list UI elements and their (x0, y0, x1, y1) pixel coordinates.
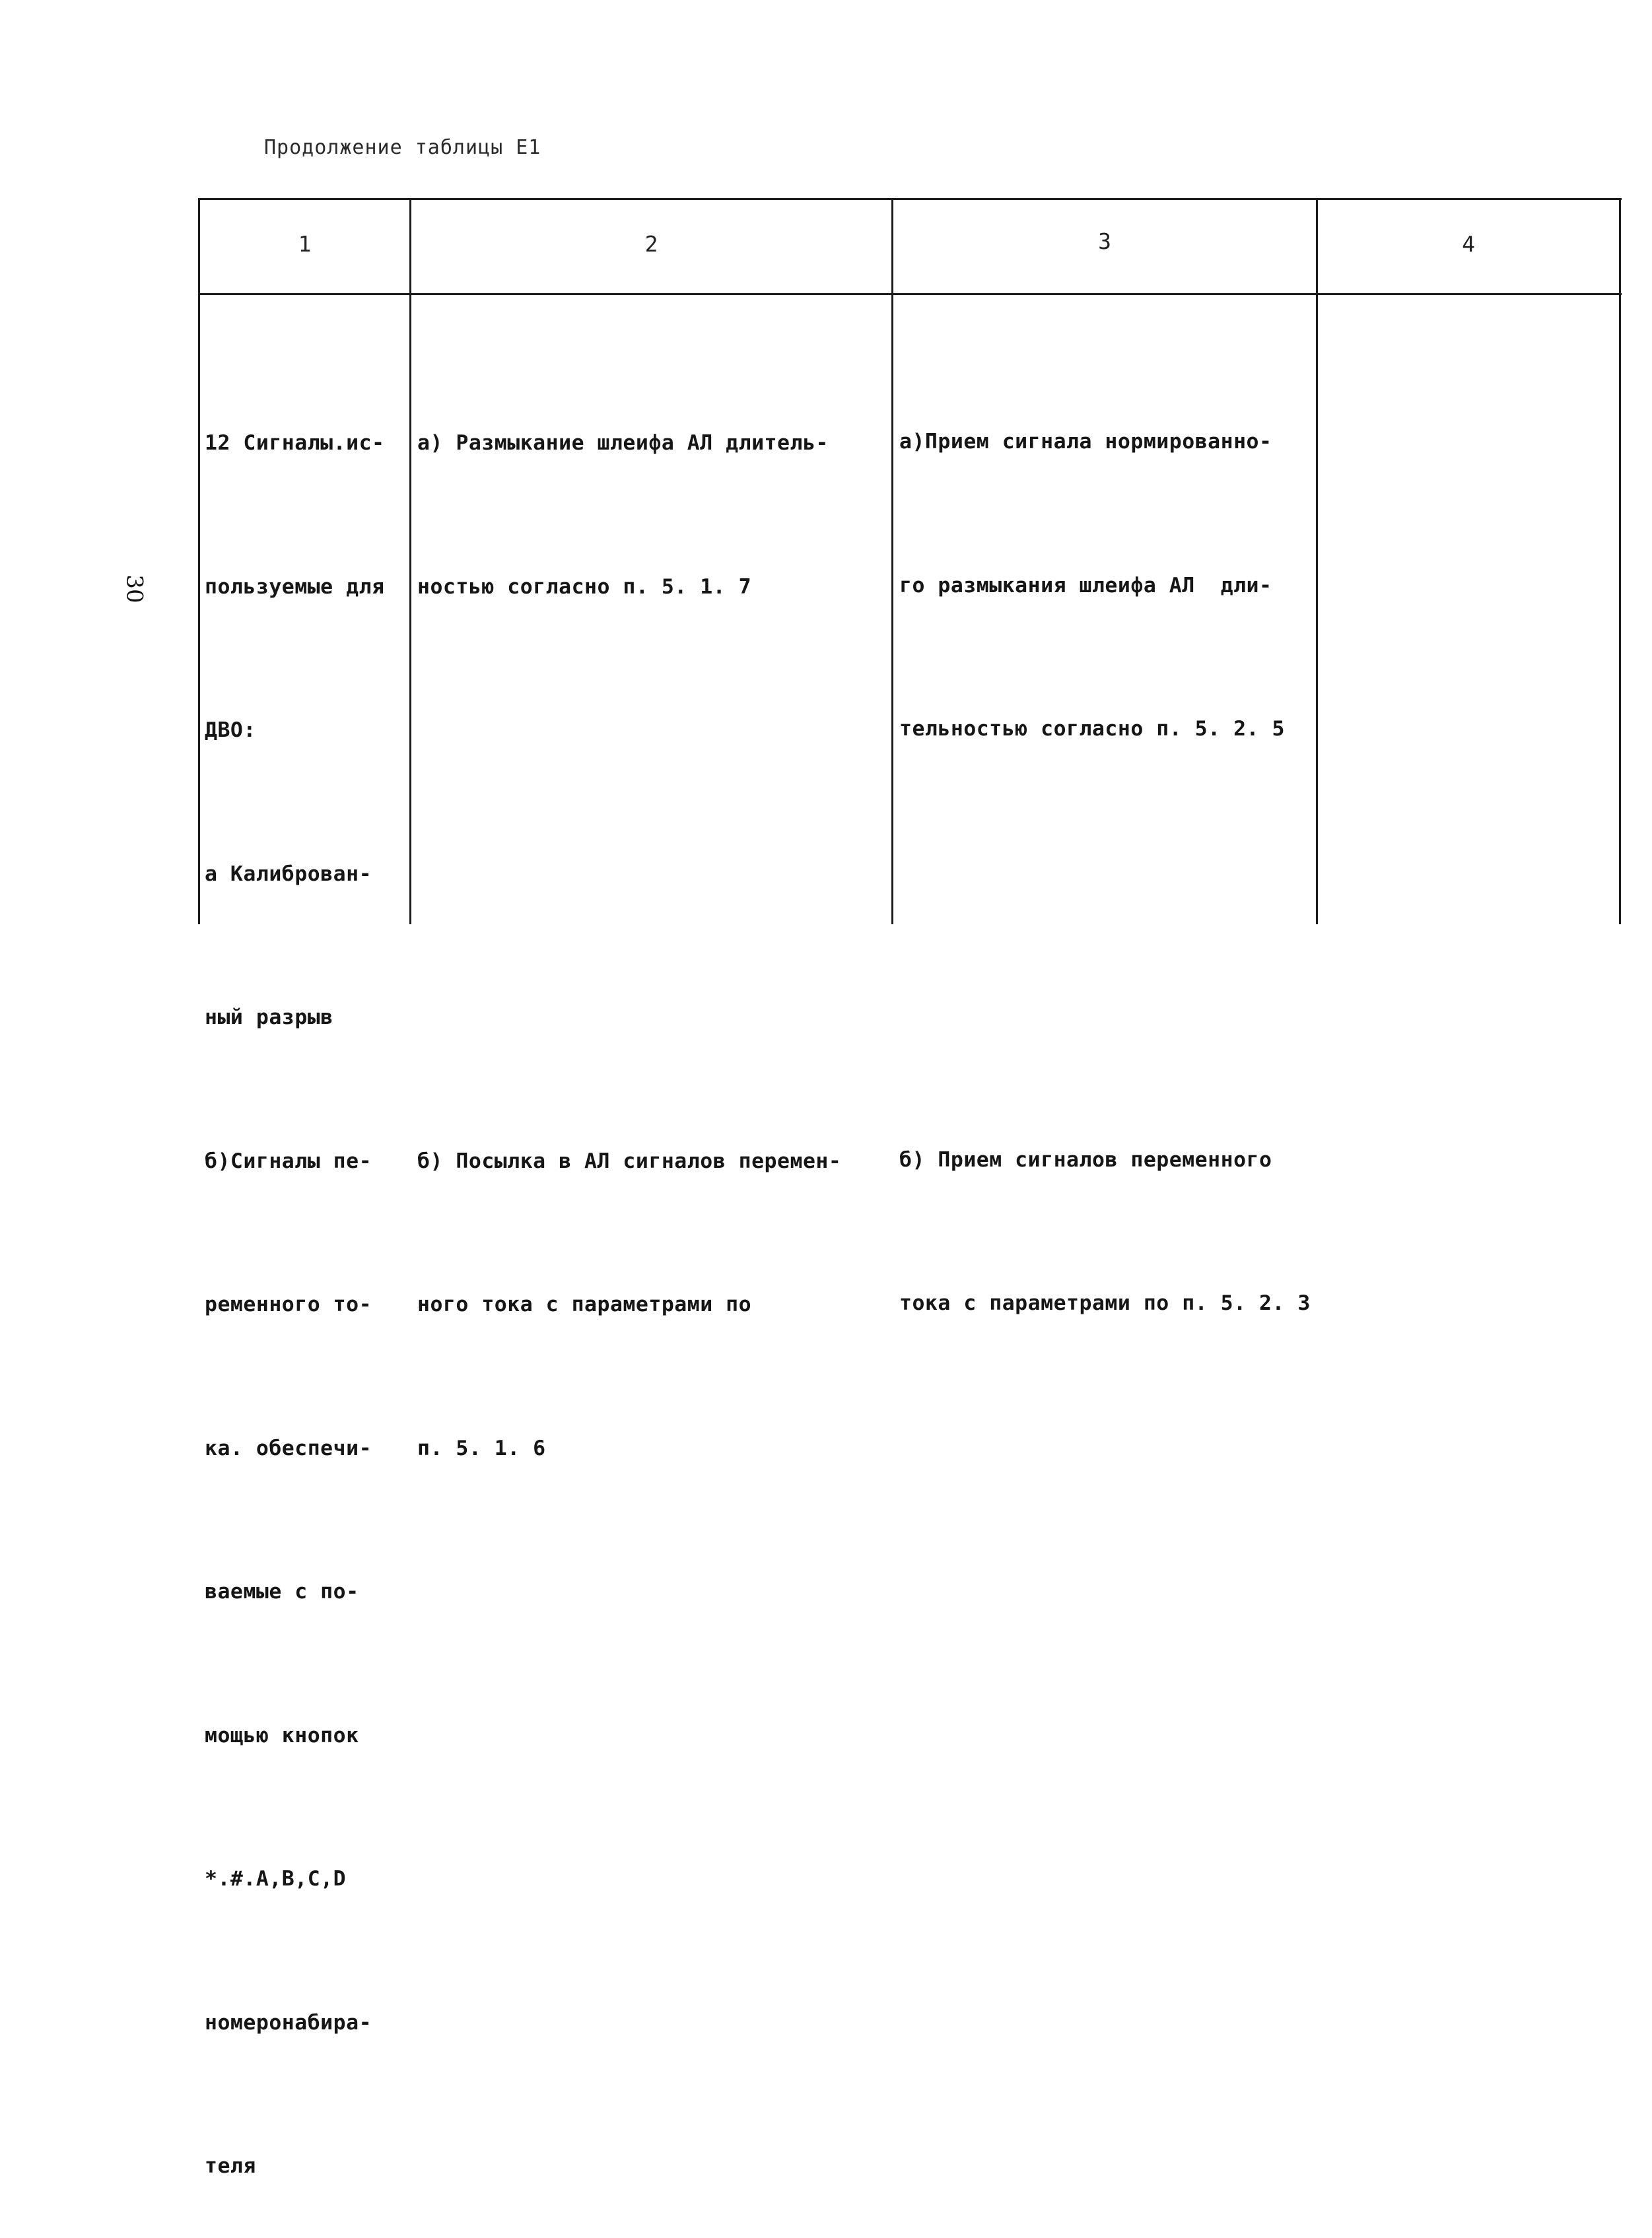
text-line: тельностью согласно п. 5. 2. 5 (899, 717, 1285, 741)
column-divider-3 (1316, 198, 1318, 924)
text-line: 12 Сигналы.ис- (205, 431, 385, 455)
header-bottom-border (199, 293, 1622, 295)
text-line: б)Сигналы пе- (205, 1149, 372, 1173)
text-line: го размыкания шлеифа АЛ дли- (899, 573, 1272, 597)
text-line: пользуемые для (205, 574, 385, 599)
text-line: п. 5. 1. 6 (417, 1436, 546, 1460)
header-col-1: 1 (298, 231, 312, 257)
text-line: ременного то- (205, 1293, 372, 1316)
text-line (899, 992, 1311, 1040)
table-right-border (1619, 198, 1621, 924)
text-line: тока с параметрами по п. 5. 2. 3 (899, 1291, 1311, 1315)
cell-col-2 (417, 323, 841, 1520)
text-line: а) Размыкание шлеифа АЛ длитель- (417, 431, 829, 455)
text-line: ваемые с по- (205, 1580, 359, 1604)
text-line (899, 849, 1311, 897)
page-number: 30 (121, 574, 148, 603)
text-line: б) Посылка в АЛ сигналов перемен- (417, 1149, 842, 1173)
column-divider-2 (891, 198, 893, 924)
text-line: мощью кнопок (205, 1723, 359, 1747)
cell-col-1 (205, 323, 385, 2238)
text-line: *.#.A,B,C,D (205, 1867, 347, 1891)
text-line: ДВО: (205, 718, 256, 742)
text-line (417, 850, 841, 899)
text-line: ного тока с параметрами по (417, 1293, 752, 1316)
text-line: номеронабира- (205, 2010, 372, 2035)
column-divider-1 (409, 198, 411, 924)
header-col-3: 3 (1098, 228, 1111, 254)
text-line: а Калиброван- (205, 862, 372, 886)
text-line: ка. обеспечи- (205, 1436, 372, 1460)
text-line: теля (205, 2154, 256, 2178)
header-col-2: 2 (644, 231, 658, 257)
table-top-border (199, 198, 1622, 200)
text-line: ностью согласно п. 5. 1. 7 (417, 574, 752, 599)
table-caption: Продолжение таблицы Е1 (264, 136, 541, 159)
cell-col-3 (899, 322, 1311, 1375)
text-line: ный разрыв (205, 1005, 333, 1029)
table-left-border (198, 198, 200, 924)
text-line (417, 706, 841, 755)
text-line: а)Прием сигнала нормированно- (899, 430, 1272, 454)
text-line: б) Прием сигналов переменного (899, 1147, 1272, 1172)
header-col-4: 4 (1462, 231, 1475, 257)
text-line (417, 994, 841, 1042)
